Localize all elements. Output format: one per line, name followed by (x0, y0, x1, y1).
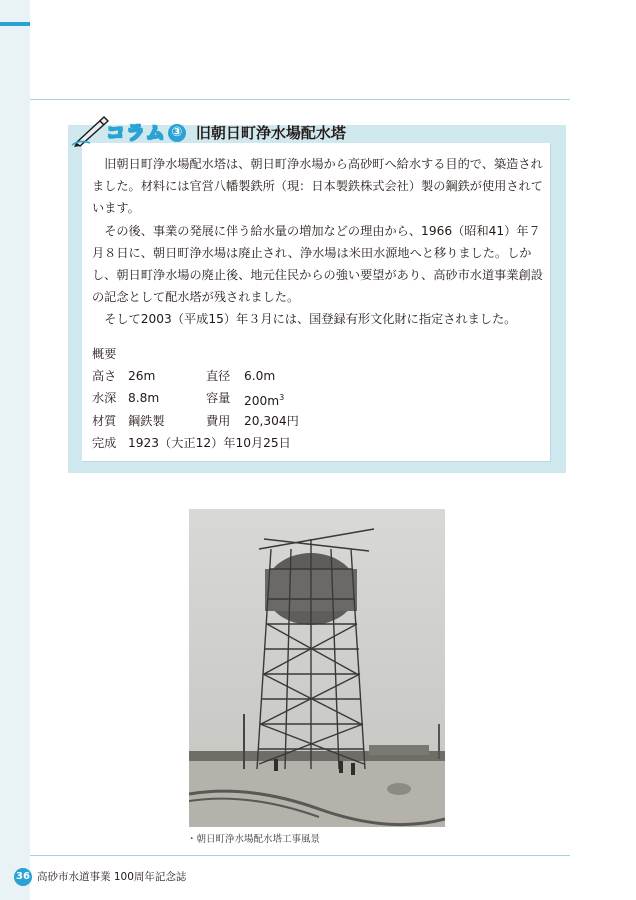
pen-icon (70, 113, 110, 147)
spec-label: 材質 (92, 413, 117, 428)
spec-heading: 概要 (92, 347, 117, 361)
paragraph: その後、事業の発展に伴う給水量の増加などの理由から、1966（昭和41）年７月８日に、朝日町浄水場は廃止され、浄水場は米田水源地へと移りました。しかし、朝日町浄水場の廃止後、地元住民からの強い要望があり、高砂市水道事業創設の記念として配水塔が残されました。 (92, 223, 543, 305)
side-accent-bar (0, 22, 30, 26)
spec-row (92, 410, 299, 432)
paragraph: 旧朝日町浄水場配水塔は、朝日町浄水場から高砂町へ給水する目的で、築造されました。材料には官営八幡製鉄所（現：日本製鉄株式会社）製の鋼鉄が使用されています。 (92, 157, 543, 216)
footer-title: 高砂市水道事業 100周年記念誌 (37, 871, 187, 883)
column-header (70, 113, 346, 147)
spec-value: 1923（大正12）年10月25日 (128, 435, 291, 450)
spec-value: 8.8m (128, 391, 160, 406)
spec-value: 6.0m (244, 369, 276, 384)
column-body (92, 153, 546, 331)
paragraph: そして2003（平成15）年３月には、国登録有形文化財に指定されました。 (104, 312, 517, 327)
spec-row (92, 365, 299, 387)
spec-value: 鋼鉄製 (128, 413, 165, 428)
spec-label: 直径 (206, 369, 231, 384)
page-number-badge: 36 (14, 868, 32, 886)
photo-caption: ・朝日町浄水場配水塔工事風景 (187, 834, 321, 845)
spec-value (244, 387, 284, 409)
top-divider (30, 99, 570, 100)
spec-label: 容量 (206, 391, 231, 406)
spec-row (92, 387, 299, 409)
side-strip (0, 0, 30, 900)
spec-label: 水深 (92, 391, 117, 406)
spec-label: 費用 (206, 413, 231, 428)
spec-value: 26m (128, 369, 156, 384)
column-tag: コラム (106, 122, 166, 144)
column-number-badge: ③ (168, 124, 186, 142)
spec-label: 高さ (92, 369, 117, 384)
water-tower-photo (189, 509, 445, 827)
spec-table (92, 343, 299, 454)
column-title: 旧朝日町浄水場配水塔 (195, 124, 346, 142)
spec-heading-row (92, 343, 299, 365)
spec-label: 完成 (92, 435, 117, 450)
spec-value: 20,304円 (244, 413, 299, 428)
capacity-value: 200m (244, 394, 280, 409)
spec-row (92, 432, 299, 454)
bottom-divider (30, 855, 570, 856)
capacity-superscript: 3 (279, 393, 285, 403)
